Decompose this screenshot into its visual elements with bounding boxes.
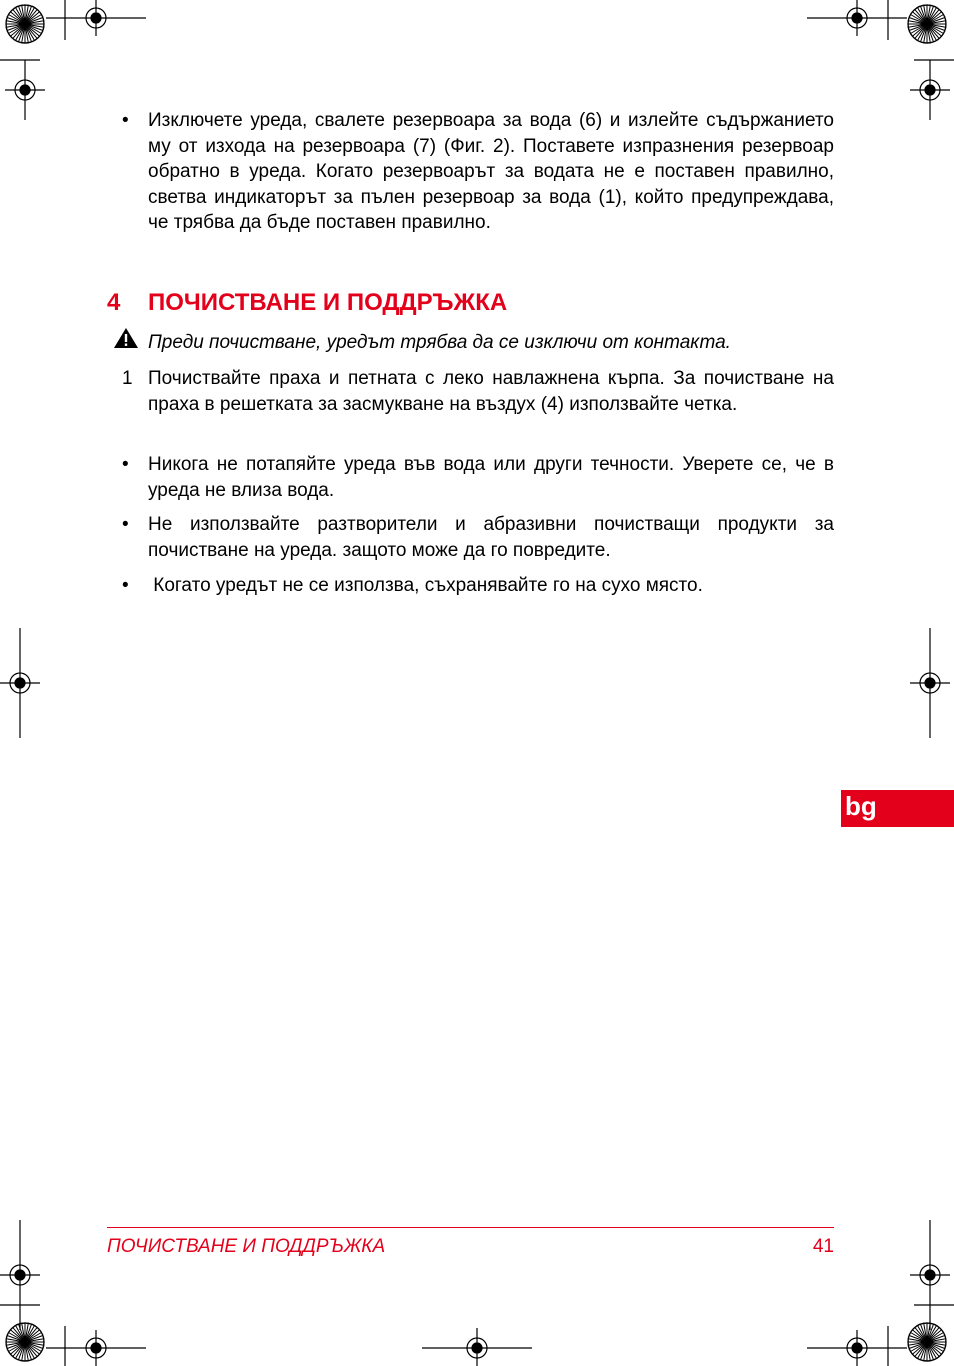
star-target-mark (908, 1323, 946, 1361)
registration-mark (46, 1330, 146, 1366)
list-item: Когато уредът не се използва, съхранявайте го на сухо място. (148, 575, 703, 596)
language-tab-label: bg (845, 791, 877, 821)
list-item: Никога не потапяйте уреда във вода или други течности. Уверете се, че в уреда не влиза вода. (148, 454, 834, 501)
bullet-marker: • (122, 454, 129, 475)
registration-mark (910, 1220, 950, 1330)
language-tab (841, 790, 954, 827)
warning-triangle-icon (113, 327, 139, 354)
registration-mark (910, 628, 950, 738)
registration-mark (910, 60, 950, 120)
page-number: 41 (812, 1236, 834, 1257)
section-title: ПОЧИСТВАНЕ И ПОДДРЪЖКА (148, 289, 508, 316)
footer-rule (107, 1227, 834, 1228)
step-number: 1 (122, 368, 133, 389)
registration-mark (422, 1328, 532, 1366)
registration-mark (46, 0, 146, 36)
bullet-marker: • (122, 110, 129, 131)
warning-text: Преди почистване, уредът трябва да се изключи от контакта. (148, 332, 731, 353)
registration-mark (0, 1220, 40, 1330)
star-target-mark (6, 1323, 44, 1361)
registration-mark (0, 628, 40, 738)
registration-mark (807, 0, 907, 36)
footer-title: ПОЧИСТВАНЕ И ПОДДРЪЖКА (107, 1236, 386, 1257)
registration-mark (5, 60, 45, 120)
section-number: 4 (107, 289, 121, 316)
star-target-mark (6, 5, 44, 43)
bullet-marker: • (122, 514, 129, 535)
registration-mark (807, 1330, 907, 1366)
list-item: Не използвайте разтворители и абразивни почистващи продукти за почистване на уреда. защото може да го повредите. (148, 514, 834, 561)
intro-paragraph: Изключете уреда, свалете резервоара за вода (6) и излейте съдържанието му от изхода на резервоара (7) (Фиг. 2). Поставете изпразнения резервоар обратно в уреда. Когато резервоарът за водата не е поставен правилно, светва индикаторът за пълен резервоар за вода (1), който предупреждава, че трябва да бъде поставен правилно. (148, 110, 834, 233)
list-item: Почиствайте праха и петната с леко навлажнена кърпа. За почистване на праха в решетката за засмукване на въздух (4) използвайте четка. (148, 368, 834, 415)
star-target-mark (908, 5, 946, 43)
bullet-marker: • (122, 575, 129, 596)
